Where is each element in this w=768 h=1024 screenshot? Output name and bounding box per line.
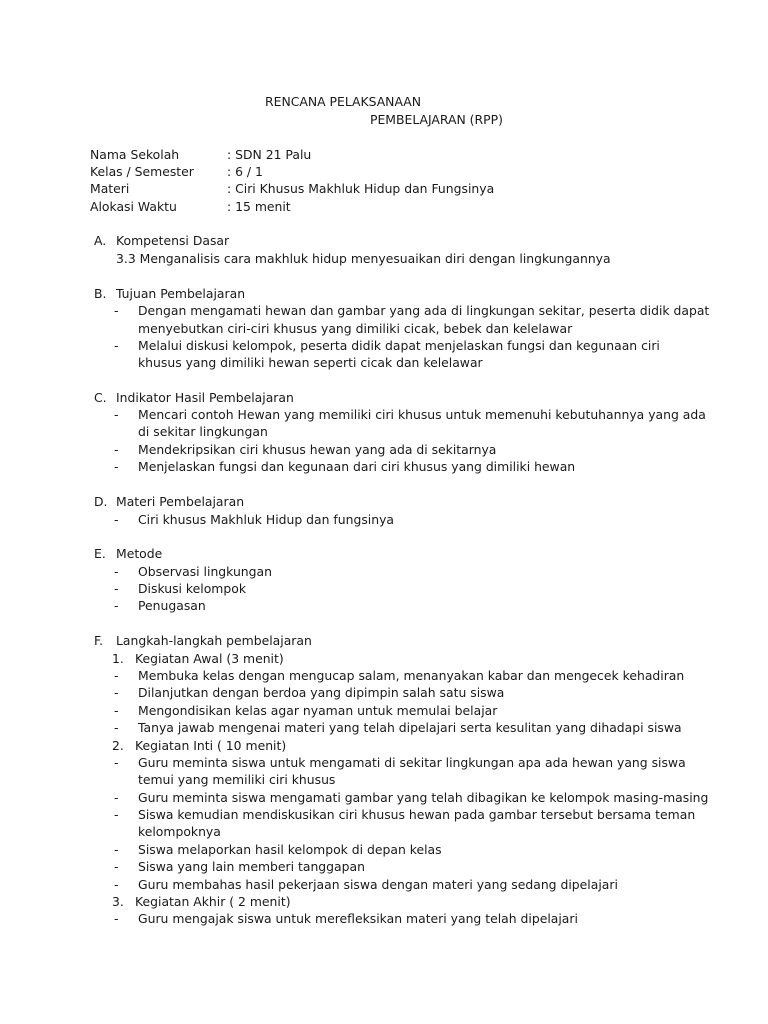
list-item: Guru meminta siswa mengamati gambar yang telah dibagikan ke kelompok masing-masing xyxy=(138,790,709,805)
identity-label-school: Nama Sekolah xyxy=(90,147,180,162)
list-bullet: - xyxy=(114,459,119,474)
list-item-continuation: temui yang memiliki ciri khusus xyxy=(138,772,336,787)
step-number: 2. xyxy=(112,738,124,753)
step-title: Kegiatan Inti ( 10 menit) xyxy=(135,738,287,753)
list-item: Guru mengajak siswa untuk merefleksikan materi yang telah dipelajari xyxy=(138,911,578,926)
doc-title-line1: RENCANA PELAKSANAAN xyxy=(265,94,422,109)
list-bullet: - xyxy=(114,442,119,457)
list-item-continuation: khusus yang dimiliki hewan seperti cicak dan kelelawar xyxy=(138,355,483,370)
list-item: Mendekripsikan ciri khusus hewan yang ada di sekitarnya xyxy=(138,442,497,457)
list-item: Siswa melaporkan hasil kelompok di depan kelas xyxy=(138,842,442,857)
list-bullet: - xyxy=(114,911,119,926)
list-item: Melalui diskusi kelompok, peserta didik dapat menjelaskan fungsi dan kegunaan ciri xyxy=(138,338,660,353)
list-bullet: - xyxy=(114,859,119,874)
identity-value-school: : SDN 21 Palu xyxy=(227,147,312,162)
list-bullet: - xyxy=(114,581,119,596)
identity-label-subject: Materi xyxy=(90,181,130,196)
section-b-letter: B. xyxy=(94,286,107,301)
list-item: Observasi lingkungan xyxy=(138,564,272,579)
list-bullet: - xyxy=(114,720,119,735)
list-item: Guru meminta siswa untuk mengamati di sekitar lingkungan apa ada hewan yang siswa xyxy=(138,755,686,770)
list-bullet: - xyxy=(114,598,119,613)
list-item: Diskusi kelompok xyxy=(138,581,246,596)
list-bullet: - xyxy=(114,790,119,805)
identity-value-class: : 6 / 1 xyxy=(227,164,263,179)
list-item: Dengan mengamati hewan dan gambar yang ada di lingkungan sekitar, peserta didik dapat xyxy=(138,303,710,318)
list-item: Penugasan xyxy=(138,598,206,613)
list-item: Tanya jawab mengenai materi yang telah dipelajari serta kesulitan yang dihadapi siswa xyxy=(138,720,682,735)
list-bullet: - xyxy=(114,755,119,770)
list-item-continuation: di sekitar lingkungan xyxy=(138,424,268,439)
list-item: Dilanjutkan dengan berdoa yang dipimpin salah satu siswa xyxy=(138,685,505,700)
identity-label-time: Alokasi Waktu xyxy=(90,199,177,214)
identity-label-class: Kelas / Semester xyxy=(90,164,194,179)
section-a-letter: A. xyxy=(94,233,107,248)
list-bullet: - xyxy=(114,668,119,683)
identity-value-subject: : Ciri Khusus Makhluk Hidup dan Fungsinya xyxy=(227,181,495,196)
list-item: Siswa kemudian mendiskusikan ciri khusus hewan pada gambar tersebut bersama teman xyxy=(138,807,696,822)
list-item: Mencari contoh Hewan yang memiliki ciri khusus untuk memenuhi kebutuhannya yang ada xyxy=(138,407,706,422)
list-bullet: - xyxy=(114,807,119,822)
identity-value-time: : 15 menit xyxy=(227,199,291,214)
section-e-letter: E. xyxy=(94,546,106,561)
step-number: 1. xyxy=(112,651,124,666)
list-bullet: - xyxy=(114,703,119,718)
section-f-title: Langkah-langkah pembelajaran xyxy=(116,633,312,648)
section-d-letter: D. xyxy=(94,494,108,509)
section-d-title: Materi Pembelajaran xyxy=(116,494,245,509)
list-item: Siswa yang lain memberi tanggapan xyxy=(138,859,365,874)
list-bullet: - xyxy=(114,842,119,857)
list-item: Guru membahas hasil pekerjaan siswa dengan materi yang sedang dipelajari xyxy=(138,877,618,892)
step-title: Kegiatan Awal (3 menit) xyxy=(135,651,284,666)
section-c-title: Indikator Hasil Pembelajaran xyxy=(116,390,294,405)
section-f-letter: F. xyxy=(94,633,104,648)
section-c-letter: C. xyxy=(94,390,107,405)
section-e-title: Metode xyxy=(116,546,163,561)
list-item: Menjelaskan fungsi dan kegunaan dari ciri khusus yang dimiliki hewan xyxy=(138,459,576,474)
section-a-body: 3.3 Menganalisis cara makhluk hidup menyesuaikan diri dengan lingkungannya xyxy=(116,251,611,266)
section-a-title: Kompetensi Dasar xyxy=(116,233,230,248)
list-item-continuation: kelompoknya xyxy=(138,824,221,839)
list-bullet: - xyxy=(114,338,119,353)
doc-title-line2: PEMBELAJARAN (RPP) xyxy=(370,112,503,127)
step-number: 3. xyxy=(112,894,124,909)
list-item: Mengondisikan kelas agar nyaman untuk memulai belajar xyxy=(138,703,498,718)
list-bullet: - xyxy=(114,685,119,700)
list-bullet: - xyxy=(114,512,119,527)
step-title: Kegiatan Akhir ( 2 menit) xyxy=(135,894,291,909)
list-item: Membuka kelas dengan mengucap salam, menanyakan kabar dan mengecek kehadiran xyxy=(138,668,685,683)
list-item: Ciri khusus Makhluk Hidup dan fungsinya xyxy=(138,512,395,527)
list-bullet: - xyxy=(114,877,119,892)
list-bullet: - xyxy=(114,564,119,579)
list-bullet: - xyxy=(114,407,119,422)
list-item-continuation: menyebutkan ciri-ciri khusus yang dimiliki cicak, bebek dan kelelawar xyxy=(138,321,573,336)
section-b-title: Tujuan Pembelajaran xyxy=(116,286,246,301)
list-bullet: - xyxy=(114,303,119,318)
